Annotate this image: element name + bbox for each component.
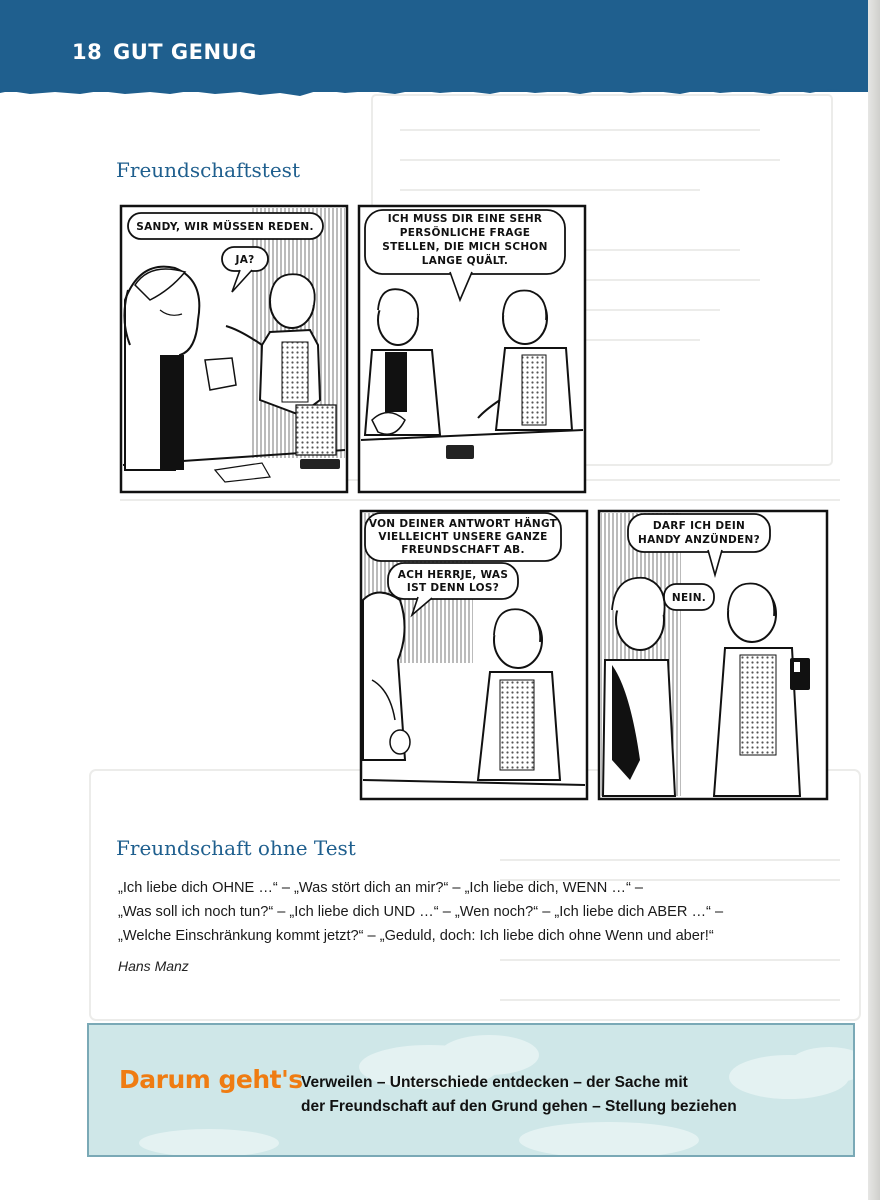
- bubble-text: ICH MUSS DIR EINE SEHR: [387, 213, 543, 225]
- bubble-text: HANDY ANZÜNDEN?: [637, 534, 761, 546]
- info-box-line: der Freundschaft auf den Grund gehen – Stellung beziehen: [301, 1098, 737, 1115]
- info-box-text: [301, 1071, 821, 1119]
- poem-title: Freundschaft ohne Test: [116, 836, 356, 860]
- speech-bubble: [365, 513, 561, 561]
- bubble-text: DARF ICH DEIN: [652, 520, 746, 532]
- bubble-text: FREUNDSCHAFT AB.: [401, 544, 525, 556]
- speech-bubble: [664, 584, 714, 610]
- bubble-text: IST DENN LOS?: [406, 582, 500, 594]
- bubble-text: PERSÖNLICHE FRAGE: [399, 227, 531, 239]
- page-number: 18: [72, 40, 103, 64]
- bubble-text: LANGE QUÄLT.: [421, 255, 509, 267]
- bubble-text: VIELLEICHT UNSERE GANZE: [378, 531, 548, 543]
- page-edge: [868, 0, 880, 1200]
- poem-line: „Was soll ich noch tun?“ – „Ich liebe dich UND …“ – „Wen noch?“ – „Ich liebe dich ABER …“ –: [118, 904, 724, 920]
- chapter-title: GUT GENUG: [113, 40, 257, 64]
- comic-panel-3: [361, 511, 587, 799]
- comic-title: Freundschaftstest: [116, 158, 300, 182]
- bubble-text: STELLEN, DIE MICH SCHON: [382, 241, 548, 253]
- bubble-text: NEIN.: [671, 592, 707, 604]
- bubble-text: VON DEINER ANTWORT HÄNGT: [368, 518, 558, 530]
- comic-panel-1: [121, 206, 347, 492]
- bubble-text: SANDY, WIR MÜSSEN REDEN.: [136, 221, 314, 233]
- poem-line: „Ich liebe dich OHNE …“ – „Was stört dich an mir?“ – „Ich liebe dich, WENN …“ –: [118, 880, 643, 896]
- poem-text: [118, 876, 838, 948]
- bubble-text: JA?: [235, 254, 255, 266]
- bubble-text: ACH HERRJE, WAS: [397, 569, 509, 581]
- poem-author: Hans Manz: [118, 958, 189, 974]
- comic-panel-2: [359, 206, 585, 492]
- comic-panel-4: [599, 511, 827, 799]
- speech-bubble: [128, 213, 323, 239]
- info-box: [87, 1023, 855, 1157]
- poem-line: „Welche Einschränkung kommt jetzt?“ – „Geduld, doch: Ich liebe dich ohne Wenn und aber!“: [118, 928, 714, 944]
- info-box-title: Darum geht's: [119, 1065, 303, 1094]
- info-box-line: Verweilen – Unterschiede entdecken – der Sache mit: [301, 1074, 688, 1091]
